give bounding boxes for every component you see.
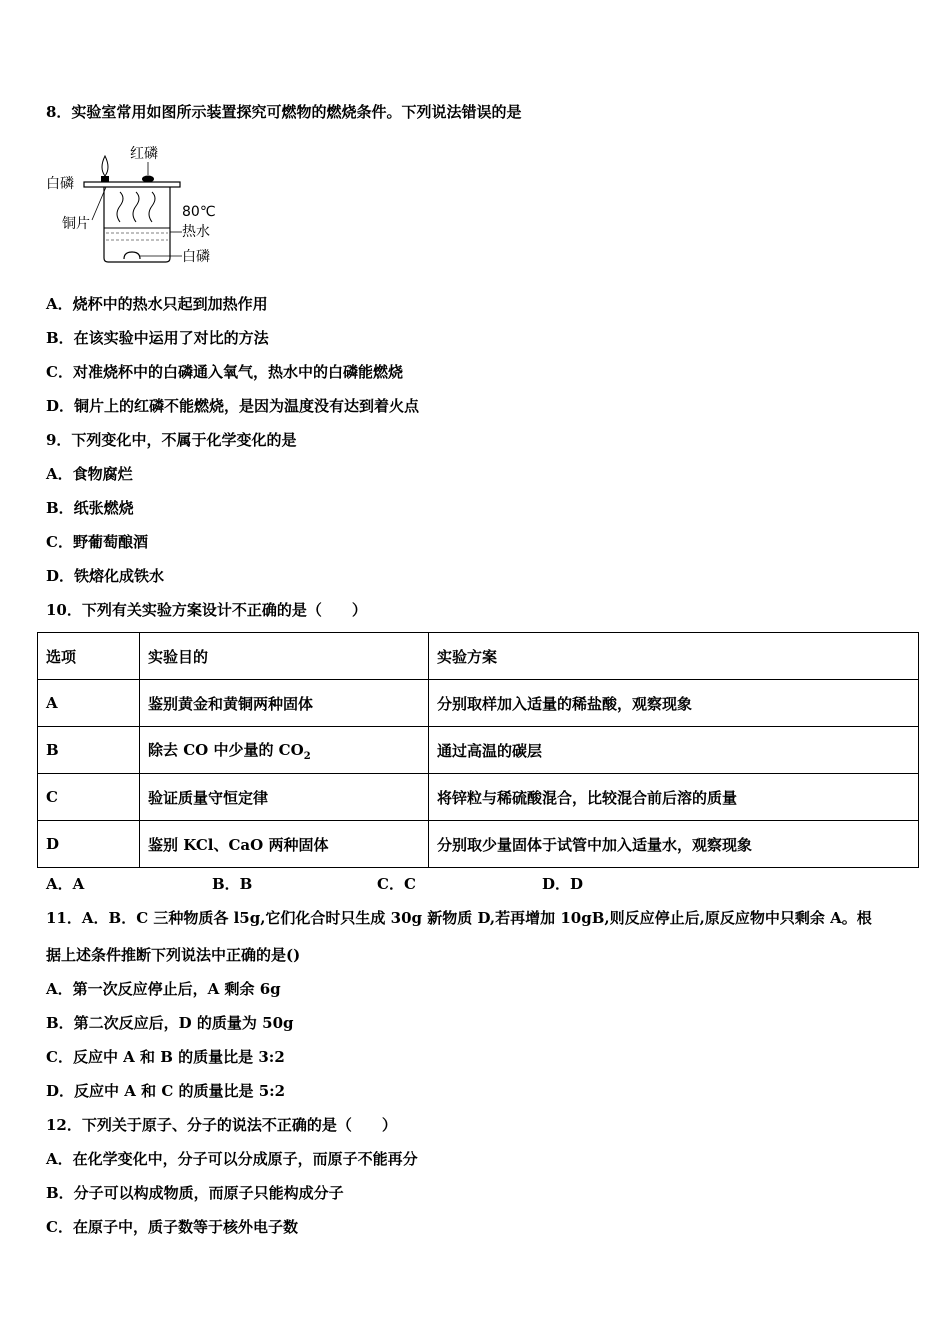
row-plan: 将锌粒与稀硫酸混合，比较混合前后溶的质量 — [429, 774, 919, 821]
header-option: 选项 — [38, 633, 140, 680]
q9-option-d: D．铁熔化成铁水 — [46, 567, 165, 585]
q8-option-d: D．铜片上的红磷不能燃烧，是因为温度没有达到着火点 — [46, 397, 420, 415]
q10-option-b: B．B — [212, 875, 253, 893]
red-phosphorus — [142, 176, 154, 183]
row-plan: 分别取少量固体于试管中加入适量水，观察现象 — [429, 821, 919, 868]
steam-icon — [133, 192, 139, 222]
q11-stem-line1: 11．A．B．C 三种物质各 l5g,它们化合时只生成 30g 新物质 D,若再增加 10gB,则反应停止后,原反应物中只剩余 A。根 — [46, 909, 872, 927]
table-row — [38, 774, 919, 821]
q10-option-a: A．A — [46, 875, 85, 893]
q11-stem-line2: 据上述条件推断下列说法中正确的是() — [46, 946, 301, 964]
row-goal: 鉴别 KCl、CaO 两种固体 — [140, 821, 429, 868]
label-white-phosphorus-top: 白磷 — [46, 176, 74, 192]
q9-option-c: C．野葡萄酿酒 — [46, 533, 148, 551]
white-phosphorus-on-plate — [101, 176, 109, 182]
q12-option-b: B．分子可以构成物质，而原子只能构成分子 — [46, 1184, 344, 1202]
table-row — [38, 680, 919, 727]
q8-option-c: C．对准烧杯中的白磷通入氧气，热水中的白磷能燃烧 — [46, 363, 403, 381]
label-copper-plate: 铜片 — [62, 216, 90, 232]
table-row — [38, 821, 919, 868]
q8-option-b: B．在该实验中运用了对比的方法 — [46, 329, 269, 347]
q10-option-c: C．C — [377, 875, 416, 893]
q8-stem: 8．实验室常用如图所示装置探究可燃物的燃烧条件。下列说法错误的是 — [46, 103, 522, 121]
table-header-row — [38, 633, 919, 680]
table-row — [38, 727, 919, 774]
row-plan: 通过高温的碳层 — [429, 727, 919, 774]
row-goal: 验证质量守恒定律 — [140, 774, 429, 821]
label-temperature: 80℃ — [182, 204, 216, 220]
q11-option-b: B．第二次反应后，D 的质量为 50g — [46, 1014, 294, 1032]
header-plan: 实验方案 — [429, 633, 919, 680]
steam-icon — [149, 192, 155, 222]
row-option: D — [38, 821, 140, 868]
row-option: C — [38, 774, 140, 821]
q9-option-a: A．食物腐烂 — [46, 465, 133, 483]
flame-icon — [102, 156, 108, 176]
header-goal: 实验目的 — [140, 633, 429, 680]
q10-table — [37, 632, 919, 868]
label-hot-water: 热水 — [182, 224, 210, 240]
row-goal: 鉴别黄金和黄铜两种固体 — [140, 680, 429, 727]
steam-icon — [117, 192, 123, 222]
row-option: B — [38, 727, 140, 774]
q10-option-d: D．D — [542, 875, 584, 893]
q11-option-c: C．反应中 A 和 B 的质量比是 3:2 — [46, 1048, 285, 1066]
row-goal-text: 除去 CO 中少量的 CO — [148, 740, 304, 759]
beaker — [104, 187, 170, 262]
row-plan: 分别取样加入适量的稀盐酸，观察现象 — [429, 680, 919, 727]
combustion-apparatus-figure — [40, 140, 240, 270]
q12-option-c: C．在原子中，质子数等于核外电子数 — [46, 1218, 298, 1236]
q12-stem: 12．下列关于原子、分子的说法不正确的是（ ） — [46, 1116, 397, 1134]
row-goal — [140, 727, 429, 774]
label-white-phosphorus-bottom: 白磷 — [182, 249, 210, 265]
subscript: 2 — [303, 750, 311, 762]
q9-stem: 9．下列变化中，不属于化学变化的是 — [46, 431, 297, 449]
q9-option-b: B．纸张燃烧 — [46, 499, 134, 517]
row-option: A — [38, 680, 140, 727]
white-phosphorus-in-water — [124, 252, 140, 259]
q8-option-a: A．烧杯中的热水只起到加热作用 — [46, 295, 268, 313]
q12-option-a: A．在化学变化中，分子可以分成原子，而原子不能再分 — [46, 1150, 418, 1168]
copper-plate — [84, 182, 180, 187]
label-red-phosphorus: 红磷 — [130, 146, 158, 162]
q11-option-a: A．第一次反应停止后，A 剩余 6g — [46, 980, 281, 998]
q11-option-d: D．反应中 A 和 C 的质量比是 5:2 — [46, 1082, 286, 1100]
q10-stem: 10．下列有关实验方案设计不正确的是（ ） — [46, 601, 367, 619]
